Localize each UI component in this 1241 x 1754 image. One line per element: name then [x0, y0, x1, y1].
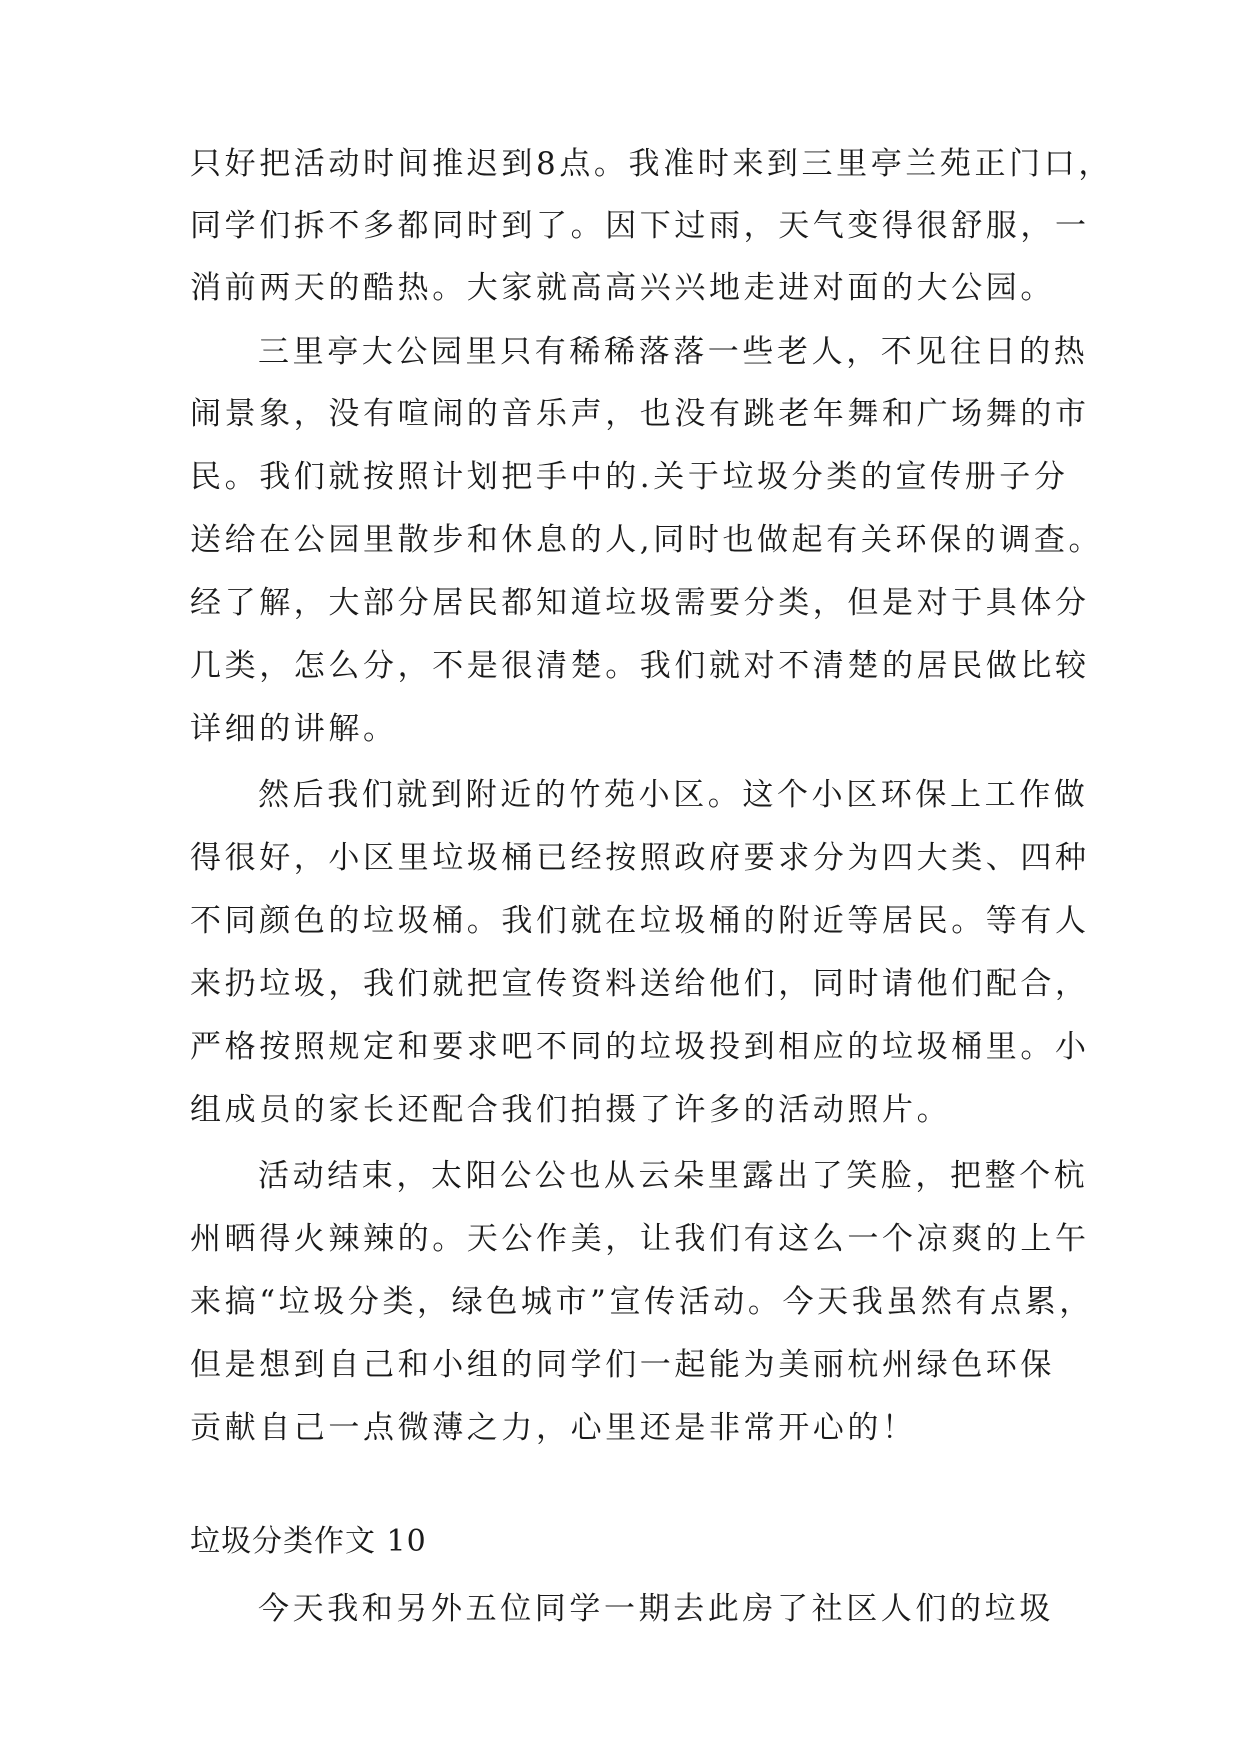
paragraph-line: 送给在公园里散步和休息的人,同时也做起有关环保的调查。: [190, 522, 1104, 558]
paragraph-line: 消前两天的酷热。大家就高高兴兴地走进对面的大公园。: [190, 270, 1055, 306]
paragraph-line: 然后我们就到附近的竹苑小区。这个小区环保上工作做: [258, 777, 1089, 813]
paragraph-line: 来扔垃圾，我们就把宣传资料送给他们，同时请他们配合，: [190, 966, 1090, 1002]
paragraph-line: 详细的讲解。: [190, 711, 398, 747]
paragraph-line: 三里亭大公园里只有稀稀落落一些老人，不见往日的热: [258, 334, 1089, 370]
paragraph-line: 贡献自己一点微薄之力，心里还是非常开心的！: [190, 1410, 917, 1446]
section-heading: 垃圾分类作文 10: [190, 1524, 427, 1559]
paragraph-line: 但是想到自己和小组的同学们一起能为美丽杭州绿色环保: [190, 1347, 1055, 1383]
paragraph-line: 同学们拆不多都同时到了。因下过雨，天气变得很舒服，一: [190, 208, 1090, 244]
paragraph-line: 今天我和另外五位同学一期去此房了社区人们的垃圾: [258, 1591, 1054, 1627]
paragraph-line: 只好把活动时间推迟到8点。我准时来到三里亭兰苑正门口，: [190, 146, 1113, 182]
paragraph-line: 几类，怎么分，不是很清楚。我们就对不清楚的居民做比较: [190, 648, 1090, 684]
paragraph-line: 州晒得火辣辣的。天公作美，让我们有这么一个凉爽的上午: [190, 1221, 1090, 1257]
paragraph-line: 组成员的家长还配合我们拍摄了许多的活动照片。: [190, 1092, 952, 1128]
paragraph-line: 来搞“垃圾分类，绿色城市”宣传活动。今天我虽然有点累，: [190, 1284, 1094, 1320]
paragraph-line: 不同颜色的垃圾桶。我们就在垃圾桶的附近等居民。等有人: [190, 903, 1090, 939]
paragraph-line: 经了解，大部分居民都知道垃圾需要分类，但是对于具体分: [190, 585, 1090, 621]
paragraph-line: 民。我们就按照计划把手中的.关于垃圾分类的宣传册子分: [190, 459, 1069, 495]
paragraph-line: 得很好，小区里垃圾桶已经按照政府要求分为四大类、四种: [190, 840, 1090, 876]
paragraph-line: 严格按照规定和要求吧不同的垃圾投到相应的垃圾桶里。小: [190, 1029, 1090, 1065]
paragraph-line: 活动结束，太阳公公也从云朵里露出了笑脸，把整个杭: [258, 1158, 1089, 1194]
paragraph-line: 闹景象，没有喧闹的音乐声，也没有跳老年舞和广场舞的市: [190, 396, 1090, 432]
